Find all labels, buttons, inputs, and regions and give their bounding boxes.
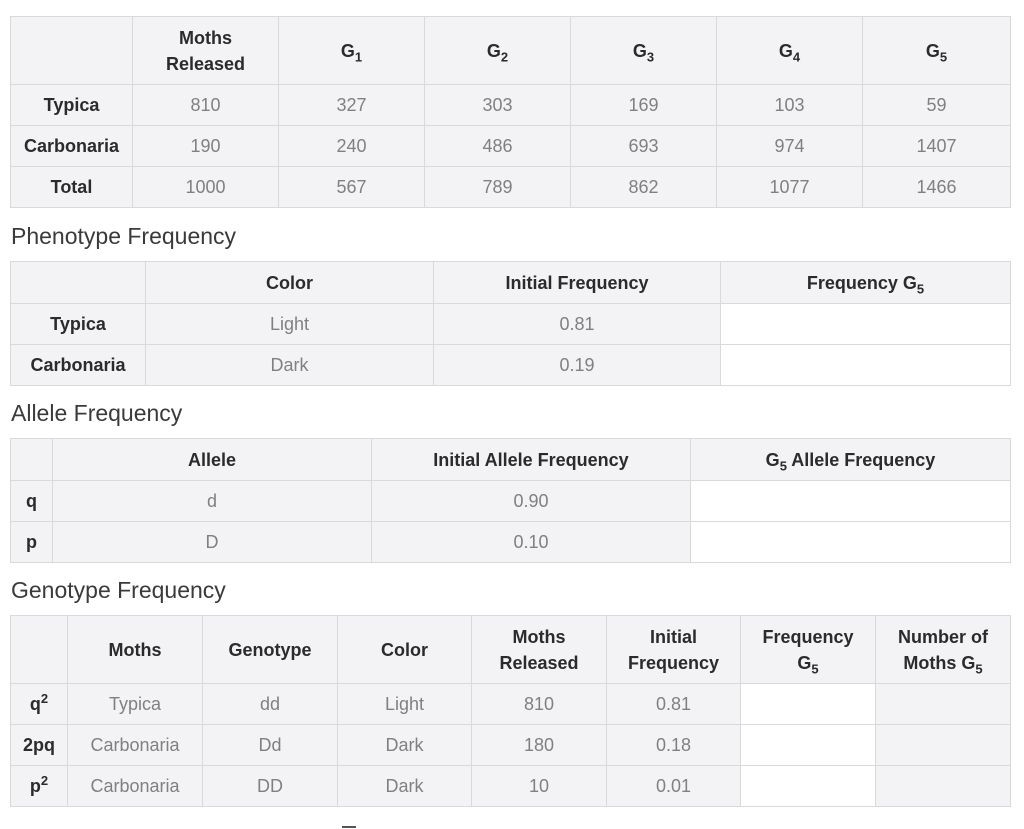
header-g3: $G_3$ [571, 17, 717, 85]
frequency-g5-input-cell[interactable] [721, 304, 1011, 345]
cell: Light [338, 684, 472, 725]
cell: 0.01 [607, 766, 741, 807]
cell: 59 [863, 85, 1011, 126]
cell: 0.81 [434, 304, 721, 345]
cell: 862 [571, 167, 717, 208]
row-label: 2pq [11, 725, 68, 766]
cell: 1466 [863, 167, 1011, 208]
header-allele: Allele [53, 439, 372, 481]
header-row [11, 17, 1011, 85]
header-g4: $G_4$ [717, 17, 863, 85]
header-moths: Moths [68, 616, 203, 684]
genotype-frequency-title: Genotype Frequency [11, 577, 226, 603]
cell: 974 [717, 126, 863, 167]
header-moths-released: Moths Released [472, 616, 607, 684]
header-initial-frequency: Initial Frequency [607, 616, 741, 684]
cell: 303 [425, 85, 571, 126]
header-row [11, 262, 1011, 304]
header-g2: $G_2$ [425, 17, 571, 85]
header-g5: $G_5$ [863, 17, 1011, 85]
number-of-moths-g5-cell[interactable] [876, 684, 1011, 725]
header-initial-frequency: Initial Frequency [434, 262, 721, 304]
cell: Carbonaria [68, 766, 203, 807]
header-frequency-g5: Frequency $G_5$ [721, 262, 1011, 304]
frequency-g5-input-cell[interactable] [741, 766, 876, 807]
cell: DD [203, 766, 338, 807]
cell: d [53, 481, 372, 522]
cell: 180 [472, 725, 607, 766]
moths-generation-table [10, 16, 1011, 208]
header-frequency-g5: Frequency $G_5$ [741, 616, 876, 684]
phenotype-frequency-table [10, 261, 1011, 386]
row-label: Total [11, 167, 133, 208]
header-initial-allele-frequency: Initial Allele Frequency [372, 439, 691, 481]
table-row [11, 345, 1011, 386]
header-number-of-moths-g5: Number of Moths $G_5$ [876, 616, 1011, 684]
table-row [11, 126, 1011, 167]
cell: Dd [203, 725, 338, 766]
cell: Dark [338, 766, 472, 807]
cell: 0.19 [434, 345, 721, 386]
cell: Light [146, 304, 434, 345]
cell: 567 [279, 167, 425, 208]
header-color: Color [338, 616, 472, 684]
cell: 1000 [133, 167, 279, 208]
cell: 1407 [863, 126, 1011, 167]
cell: Dark [146, 345, 434, 386]
allele-frequency-table [10, 438, 1011, 563]
table-row [11, 167, 1011, 208]
row-label: Carbonaria [11, 126, 133, 167]
row-label: $q^2$ [11, 684, 68, 725]
cell: 810 [472, 684, 607, 725]
corner-cell [11, 17, 133, 85]
allele-frequency-title: Allele Frequency [11, 400, 183, 426]
cell: 1077 [717, 167, 863, 208]
header-moths-released: Moths Released [133, 17, 279, 85]
cell: Carbonaria [68, 725, 203, 766]
phenotype-frequency-title: Phenotype Frequency [11, 223, 237, 249]
cell: 190 [133, 126, 279, 167]
corner-cell [11, 262, 146, 304]
header-color: Color [146, 262, 434, 304]
header-g5-allele-frequency: $G_5$ Allele Frequency [691, 439, 1011, 481]
cell: D [53, 522, 372, 563]
table-row [11, 481, 1011, 522]
row-label: Typica [11, 304, 146, 345]
table-row [11, 766, 1011, 807]
corner-cell [11, 616, 68, 684]
g5-allele-frequency-input-cell[interactable] [691, 481, 1011, 522]
cell: 486 [425, 126, 571, 167]
cell: 789 [425, 167, 571, 208]
header-row [11, 616, 1011, 684]
cell: 240 [279, 126, 425, 167]
header-row [11, 439, 1011, 481]
cell: dd [203, 684, 338, 725]
table-row [11, 684, 1011, 725]
number-of-moths-g5-cell[interactable] [876, 766, 1011, 807]
table-row [11, 304, 1011, 345]
cell: 10 [472, 766, 607, 807]
header-genotype: Genotype [203, 616, 338, 684]
cursor-mark [342, 826, 356, 828]
row-label: Typica [11, 85, 133, 126]
row-label: $p^2$ [11, 766, 68, 807]
cell: 0.90 [372, 481, 691, 522]
row-label: q [11, 481, 53, 522]
row-label: Carbonaria [11, 345, 146, 386]
corner-cell [11, 439, 53, 481]
cell: 0.10 [372, 522, 691, 563]
row-label: p [11, 522, 53, 563]
cell: 693 [571, 126, 717, 167]
header-g1: $G_1$ [279, 17, 425, 85]
cell: 327 [279, 85, 425, 126]
cell: 0.81 [607, 684, 741, 725]
cell: Typica [68, 684, 203, 725]
genotype-frequency-table [10, 615, 1011, 807]
cell: 810 [133, 85, 279, 126]
table-row [11, 725, 1011, 766]
cell: 169 [571, 85, 717, 126]
cell: Dark [338, 725, 472, 766]
table-row [11, 85, 1011, 126]
frequency-g5-input-cell[interactable] [721, 345, 1011, 386]
g5-allele-frequency-input-cell[interactable] [691, 522, 1011, 563]
table-row [11, 522, 1011, 563]
cell: 103 [717, 85, 863, 126]
frequency-g5-input-cell[interactable] [741, 725, 876, 766]
cell: 0.18 [607, 725, 741, 766]
number-of-moths-g5-cell[interactable] [876, 725, 1011, 766]
frequency-g5-input-cell[interactable] [741, 684, 876, 725]
